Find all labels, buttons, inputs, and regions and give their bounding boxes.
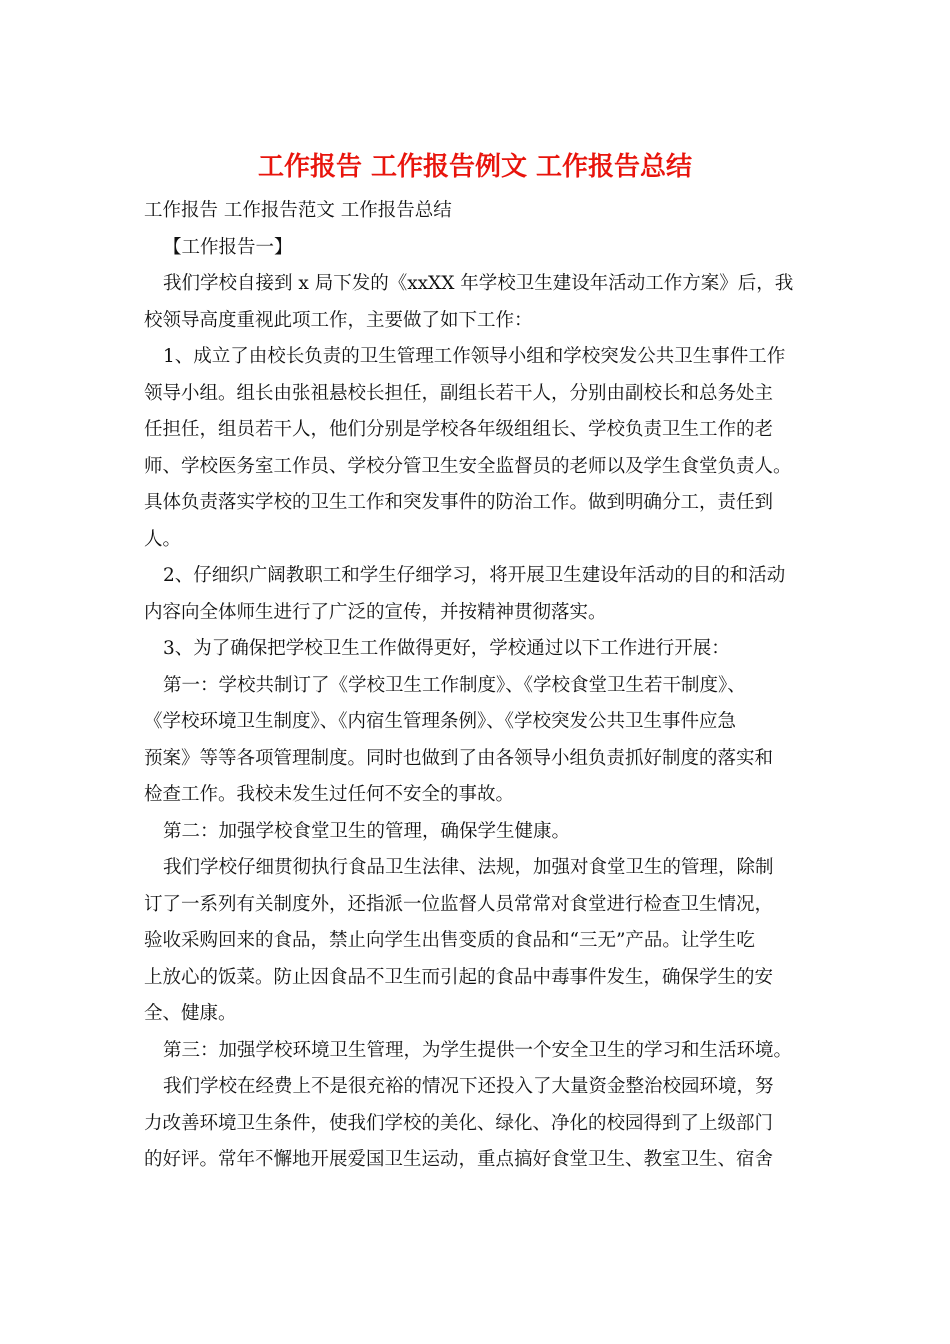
text-line: 第一：学校共制订了《学校卫生工作制度》、《学校食堂卫生若干制度》、: [163, 674, 746, 696]
text-line: 上放心的饭菜。防止因食品不卫生而引起的食品中毒事件发生，确保学生的安: [144, 966, 774, 988]
text-line: 力改善环境卫生条件，使我们学校的美化、绿化、净化的校园得到了上级部门: [144, 1112, 774, 1134]
text-line: 任担任，组员若干人，他们分别是学校各年级组组长、学校负责卫生工作的老: [144, 419, 774, 440]
document-body: [144, 196, 812, 1182]
text-line: 3、为了确保把学校卫生工作做得更好，学校通过以下工作进行开展：: [163, 638, 730, 659]
text-line: 验收采购回来的食品，禁止向学生出售变质的食品和“三无”产品。让学生吃: [144, 930, 755, 951]
text-line: 【工作报告一】: [163, 236, 293, 258]
text-line: 检查工作。我校未发生过任何不安全的事故。: [144, 784, 515, 805]
text-line: 我们学校仔细贯彻执行食品卫生法律、法规，加强对食堂卫生的管理，除制: [163, 857, 774, 878]
text-line: 第三：加强学校环境卫生管理，为学生提供一个安全卫生的学习和生活环境。: [163, 1039, 793, 1061]
text-line: 《学校环境卫生制度》、《内宿生管理条例》、《学校突发公共卫生事件应急: [144, 711, 737, 732]
text-line: 第二：加强学校食堂卫生的管理，确保学生健康。: [163, 820, 571, 842]
text-line: 师、学校医务室工作员、学校分管卫生安全监督员的老师以及学生食堂负责人。: [144, 455, 792, 477]
text-line: 全、健康。: [144, 1003, 237, 1024]
text-line: 2、仔细织广阔教职工和学生仔细学习，将开展卫生建设年活动的目的和活动: [163, 565, 786, 586]
text-line: 具体负责落实学校的卫生工作和突发事件的防治工作。做到明确分工，责任到: [144, 492, 774, 513]
text-line: 我们学校在经费上不是很充裕的情况下还投入了大量资金整治校园环境，努: [163, 1076, 774, 1097]
text-line: 校领导高度重视此项工作，主要做了如下工作：: [144, 309, 533, 331]
text-line: 内容向全体师生进行了广泛的宣传，并按精神贯彻落实。: [144, 601, 607, 623]
document-title: 工作报告 工作报告例文 工作报告总结: [257, 152, 693, 182]
text-line: 领导小组。组长由张祖悬校长担任，副组长若干人，分别由副校长和总务处主: [144, 382, 774, 404]
text-line: 工作报告 工作报告范文 工作报告总结: [144, 200, 452, 221]
text-line: 预案》等等各项管理制度。同时也做到了由各领导小组负责抓好制度的落实和: [144, 747, 774, 769]
text-line: 1、成立了由校长负责的卫生管理工作领导小组和学校突发公共卫生事件工作: [163, 346, 786, 367]
text-line: 人。: [144, 528, 182, 550]
text-line: 我们学校自接到 x 局下发的《xxXX 年学校卫生建设年活动工作方案》后，我: [163, 273, 794, 294]
text-line: 订了一系列有关制度外，还指派一位监督人员常常对食堂进行检查卫生情况，: [144, 893, 774, 915]
text-line: 的好评。常年不懈地开展爱国卫生运动，重点搞好食堂卫生、教室卫生、宿舍: [144, 1149, 774, 1170]
